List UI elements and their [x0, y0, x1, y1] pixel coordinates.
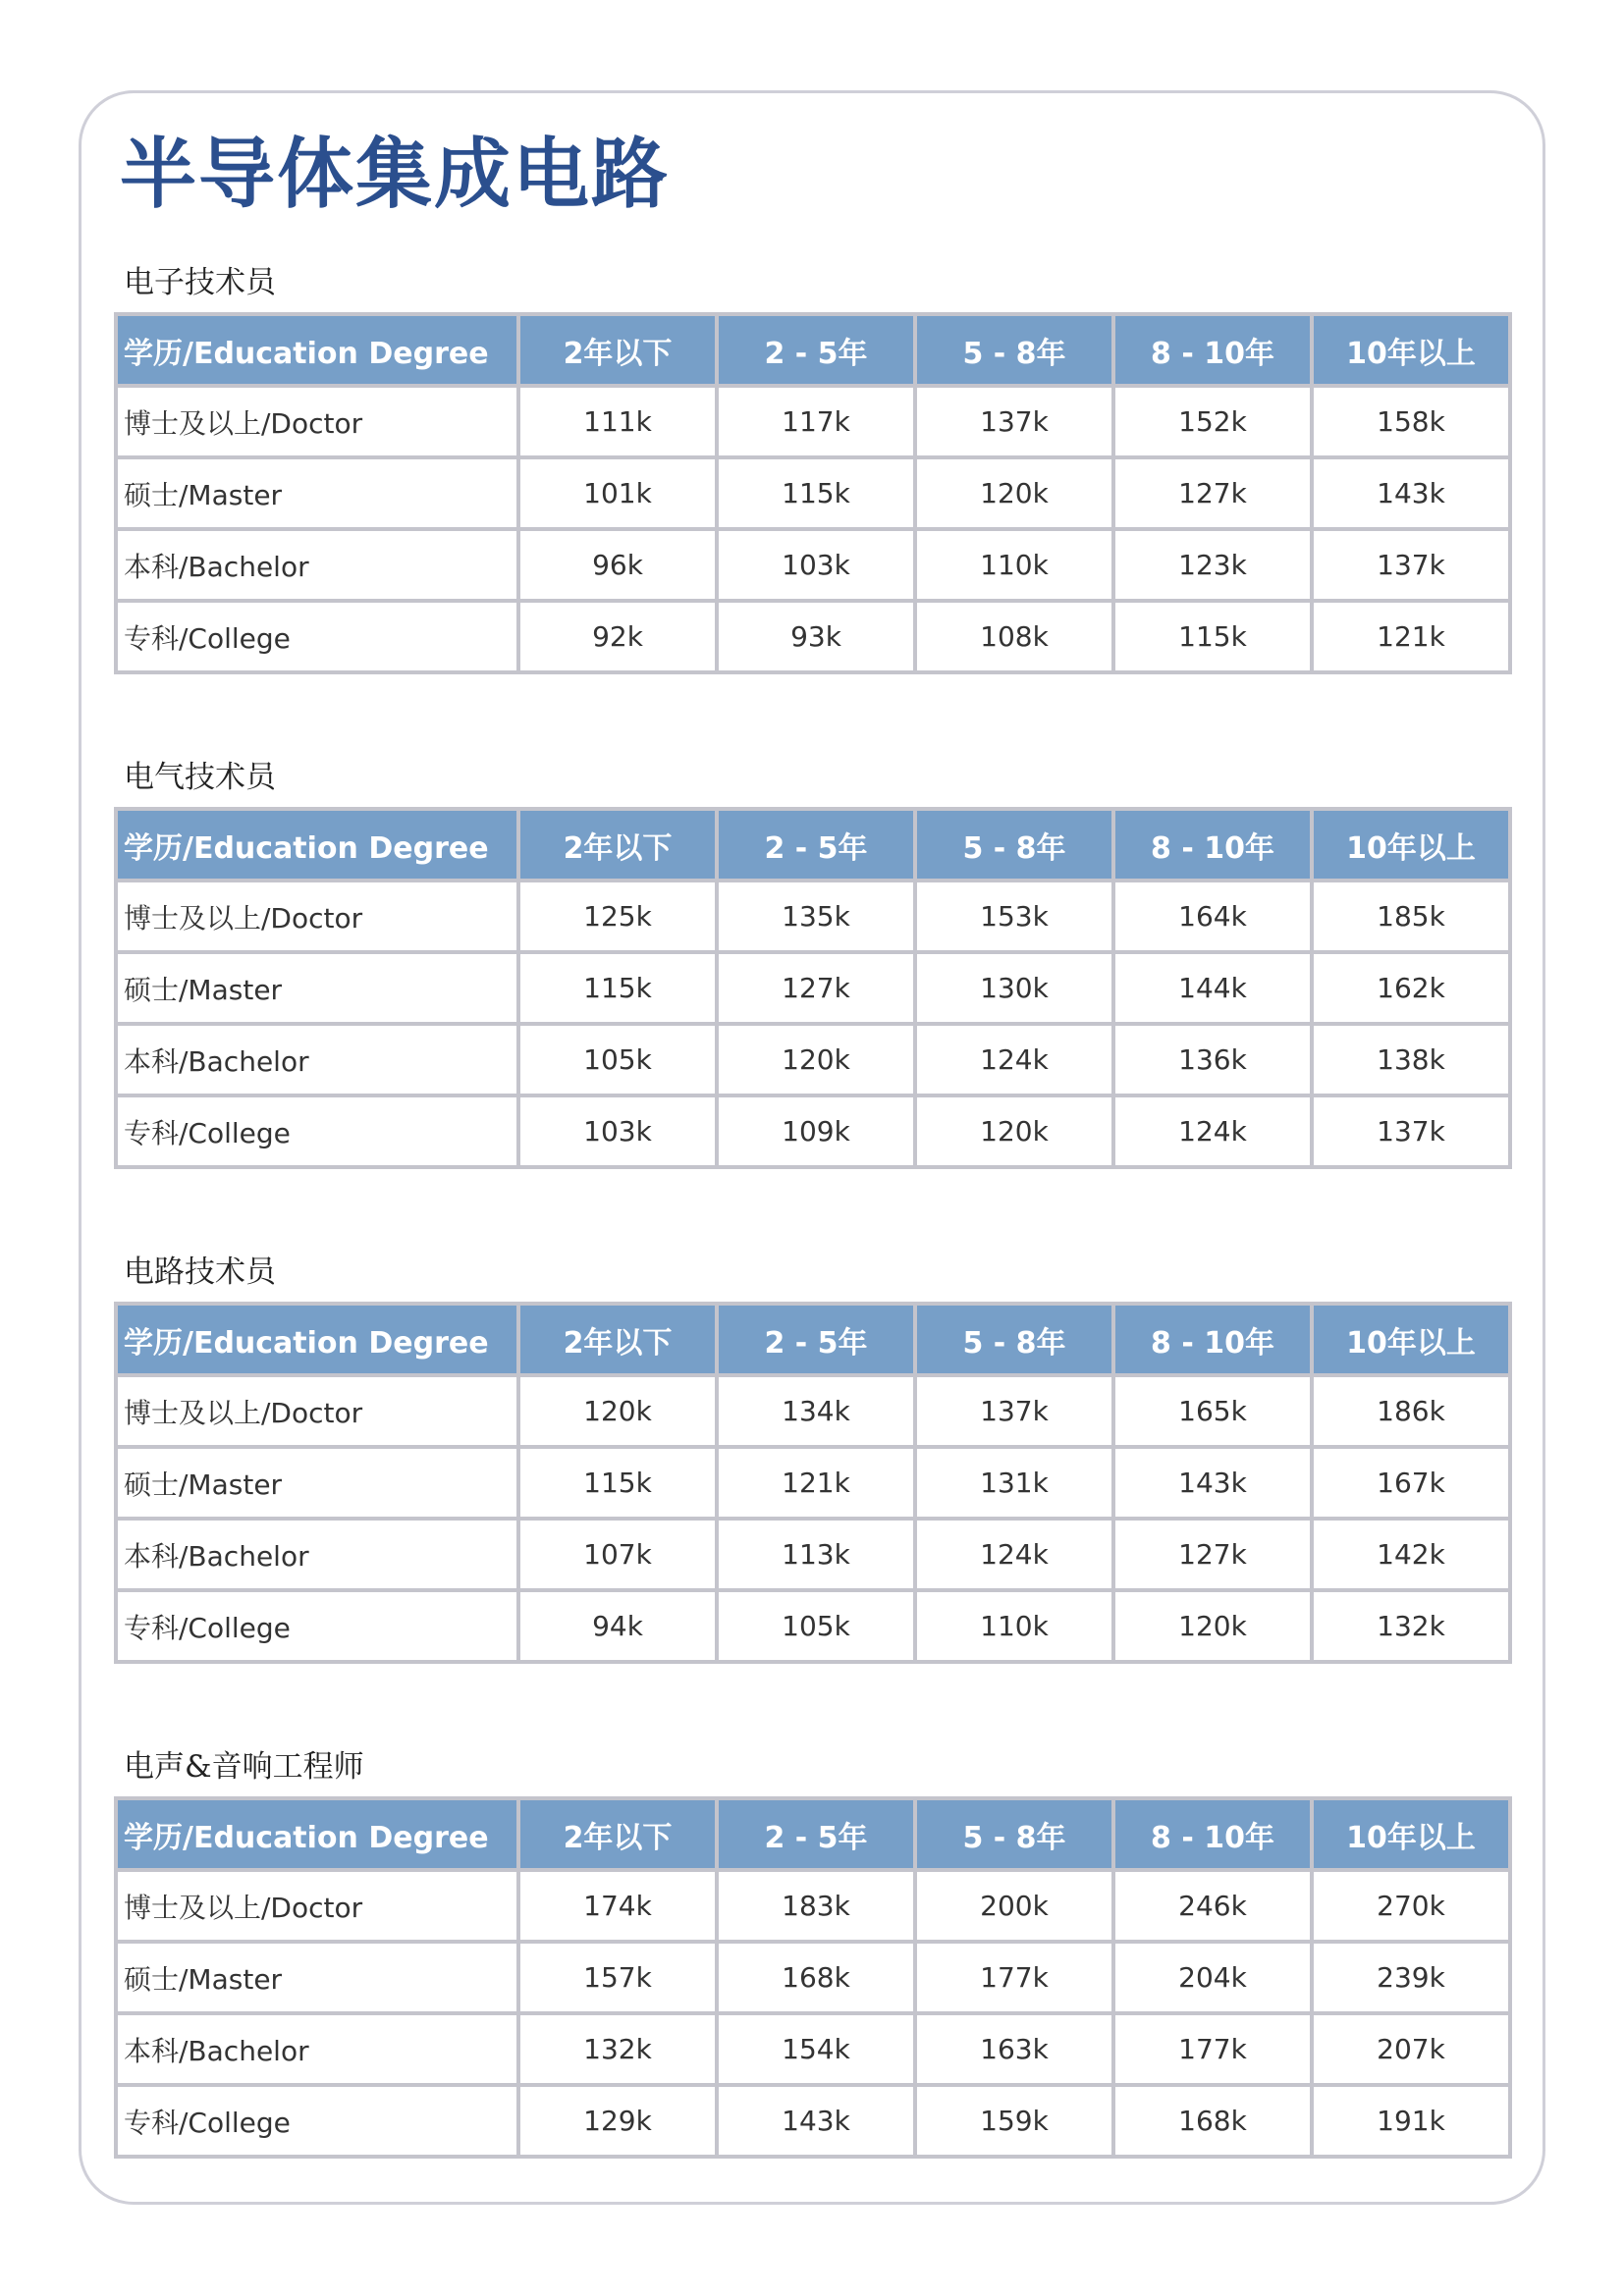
table-row	[116, 1942, 1510, 2013]
header-experience-range: 5 - 8年	[915, 1798, 1113, 1870]
salary-cell: 270k	[1312, 1870, 1510, 1942]
salary-cell: 115k	[518, 1447, 717, 1519]
salary-cell: 185k	[1312, 881, 1510, 952]
salary-cell: 144k	[1113, 952, 1312, 1024]
header-education-degree: 学历/Education Degree	[116, 1798, 518, 1870]
degree-label: 硕士/Master	[116, 457, 518, 529]
salary-cell: 94k	[518, 1590, 717, 1662]
salary-cell: 159k	[915, 2085, 1113, 2157]
salary-cell: 132k	[1312, 1590, 1510, 1662]
header-experience-range: 2 - 5年	[717, 1304, 915, 1375]
salary-cell: 164k	[1113, 881, 1312, 952]
header-experience-range: 5 - 8年	[915, 1304, 1113, 1375]
salary-cell: 137k	[1312, 1095, 1510, 1167]
salary-cell: 120k	[717, 1024, 915, 1095]
salary-cell: 127k	[1113, 457, 1312, 529]
table-row	[116, 1095, 1510, 1167]
salary-cell: 142k	[1312, 1519, 1510, 1590]
table-row	[116, 457, 1510, 529]
table-row	[116, 881, 1510, 952]
salary-cell: 143k	[1312, 457, 1510, 529]
header-experience-range: 10年以上	[1312, 809, 1510, 881]
section-title: 电声&音响工程师	[124, 1749, 364, 1785]
salary-cell: 123k	[1113, 529, 1312, 601]
salary-cell: 168k	[1113, 2085, 1312, 2157]
salary-table	[114, 807, 1512, 1169]
section-title: 电气技术员	[124, 760, 276, 795]
header-experience-range: 8 - 10年	[1113, 809, 1312, 881]
salary-cell: 157k	[518, 1942, 717, 2013]
salary-cell: 103k	[717, 529, 915, 601]
degree-label: 本科/Bachelor	[116, 1024, 518, 1095]
salary-cell: 239k	[1312, 1942, 1510, 2013]
table-header-row	[116, 809, 1510, 881]
salary-cell: 124k	[915, 1519, 1113, 1590]
degree-label: 硕士/Master	[116, 1942, 518, 2013]
salary-table	[114, 1302, 1512, 1664]
header-experience-range: 2 - 5年	[717, 1798, 915, 1870]
header-experience-range: 2 - 5年	[717, 314, 915, 386]
header-experience-range: 2年以下	[518, 809, 717, 881]
salary-cell: 117k	[717, 386, 915, 457]
salary-cell: 105k	[518, 1024, 717, 1095]
table-row	[116, 1024, 1510, 1095]
salary-cell: 207k	[1312, 2013, 1510, 2085]
salary-cell: 136k	[1113, 1024, 1312, 1095]
degree-label: 本科/Bachelor	[116, 529, 518, 601]
header-experience-range: 10年以上	[1312, 1798, 1510, 1870]
salary-cell: 132k	[518, 2013, 717, 2085]
salary-cell: 131k	[915, 1447, 1113, 1519]
salary-cell: 153k	[915, 881, 1113, 952]
header-experience-range: 10年以上	[1312, 314, 1510, 386]
table-header-row	[116, 1304, 1510, 1375]
section-title: 电子技术员	[124, 265, 276, 300]
degree-label: 博士及以上/Doctor	[116, 386, 518, 457]
salary-cell: 137k	[915, 1375, 1113, 1447]
header-education-degree: 学历/Education Degree	[116, 1304, 518, 1375]
salary-cell: 138k	[1312, 1024, 1510, 1095]
salary-cell: 177k	[915, 1942, 1113, 2013]
table-row	[116, 386, 1510, 457]
salary-cell: 191k	[1312, 2085, 1510, 2157]
salary-cell: 120k	[1113, 1590, 1312, 1662]
header-education-degree: 学历/Education Degree	[116, 809, 518, 881]
degree-label: 博士及以上/Doctor	[116, 1375, 518, 1447]
header-education-degree: 学历/Education Degree	[116, 314, 518, 386]
salary-cell: 137k	[915, 386, 1113, 457]
salary-cell: 96k	[518, 529, 717, 601]
salary-cell: 124k	[1113, 1095, 1312, 1167]
salary-cell: 92k	[518, 601, 717, 672]
salary-cell: 129k	[518, 2085, 717, 2157]
salary-cell: 103k	[518, 1095, 717, 1167]
salary-cell: 167k	[1312, 1447, 1510, 1519]
salary-cell: 137k	[1312, 529, 1510, 601]
salary-cell: 143k	[717, 2085, 915, 2157]
salary-cell: 154k	[717, 2013, 915, 2085]
salary-table	[114, 1796, 1512, 2159]
table-header-row	[116, 314, 1510, 386]
table-row	[116, 2085, 1510, 2157]
salary-cell: 101k	[518, 457, 717, 529]
table-row	[116, 1447, 1510, 1519]
header-experience-range: 2年以下	[518, 314, 717, 386]
header-experience-range: 2年以下	[518, 1304, 717, 1375]
header-experience-range: 2 - 5年	[717, 809, 915, 881]
salary-cell: 143k	[1113, 1447, 1312, 1519]
salary-table	[114, 312, 1512, 674]
salary-cell: 121k	[1312, 601, 1510, 672]
salary-cell: 177k	[1113, 2013, 1312, 2085]
salary-cell: 110k	[915, 529, 1113, 601]
header-experience-range: 8 - 10年	[1113, 314, 1312, 386]
table-row	[116, 1590, 1510, 1662]
degree-label: 专科/College	[116, 2085, 518, 2157]
salary-cell: 115k	[1113, 601, 1312, 672]
table-row	[116, 1870, 1510, 1942]
salary-cell: 158k	[1312, 386, 1510, 457]
header-experience-range: 2年以下	[518, 1798, 717, 1870]
salary-cell: 108k	[915, 601, 1113, 672]
table-row	[116, 601, 1510, 672]
salary-cell: 115k	[518, 952, 717, 1024]
salary-cell: 120k	[915, 457, 1113, 529]
header-experience-range: 5 - 8年	[915, 314, 1113, 386]
degree-label: 硕士/Master	[116, 952, 518, 1024]
degree-label: 硕士/Master	[116, 1447, 518, 1519]
salary-cell: 107k	[518, 1519, 717, 1590]
salary-cell: 200k	[915, 1870, 1113, 1942]
salary-cell: 152k	[1113, 386, 1312, 457]
salary-cell: 93k	[717, 601, 915, 672]
salary-cell: 109k	[717, 1095, 915, 1167]
salary-cell: 183k	[717, 1870, 915, 1942]
table-row	[116, 1375, 1510, 1447]
degree-label: 专科/College	[116, 601, 518, 672]
table-row	[116, 1519, 1510, 1590]
table-row	[116, 2013, 1510, 2085]
salary-cell: 162k	[1312, 952, 1510, 1024]
degree-label: 本科/Bachelor	[116, 2013, 518, 2085]
salary-cell: 115k	[717, 457, 915, 529]
salary-cell: 120k	[915, 1095, 1113, 1167]
salary-cell: 125k	[518, 881, 717, 952]
salary-cell: 134k	[717, 1375, 915, 1447]
salary-cell: 113k	[717, 1519, 915, 1590]
table-row	[116, 529, 1510, 601]
salary-cell: 105k	[717, 1590, 915, 1662]
degree-label: 博士及以上/Doctor	[116, 881, 518, 952]
salary-cell: 120k	[518, 1375, 717, 1447]
salary-cell: 135k	[717, 881, 915, 952]
salary-cell: 127k	[1113, 1519, 1312, 1590]
table-row	[116, 952, 1510, 1024]
degree-label: 专科/College	[116, 1590, 518, 1662]
salary-cell: 204k	[1113, 1942, 1312, 2013]
salary-cell: 127k	[717, 952, 915, 1024]
salary-cell: 110k	[915, 1590, 1113, 1662]
header-experience-range: 5 - 8年	[915, 809, 1113, 881]
header-experience-range: 8 - 10年	[1113, 1304, 1312, 1375]
degree-label: 博士及以上/Doctor	[116, 1870, 518, 1942]
salary-cell: 174k	[518, 1870, 717, 1942]
salary-cell: 246k	[1113, 1870, 1312, 1942]
header-experience-range: 8 - 10年	[1113, 1798, 1312, 1870]
salary-cell: 124k	[915, 1024, 1113, 1095]
header-experience-range: 10年以上	[1312, 1304, 1510, 1375]
salary-cell: 186k	[1312, 1375, 1510, 1447]
salary-cell: 165k	[1113, 1375, 1312, 1447]
salary-cell: 121k	[717, 1447, 915, 1519]
section-title: 电路技术员	[124, 1255, 276, 1290]
table-header-row	[116, 1798, 1510, 1870]
page-title: 半导体集成电路	[120, 131, 671, 219]
salary-cell: 163k	[915, 2013, 1113, 2085]
degree-label: 本科/Bachelor	[116, 1519, 518, 1590]
salary-cell: 111k	[518, 386, 717, 457]
degree-label: 专科/College	[116, 1095, 518, 1167]
salary-cell: 130k	[915, 952, 1113, 1024]
salary-cell: 168k	[717, 1942, 915, 2013]
